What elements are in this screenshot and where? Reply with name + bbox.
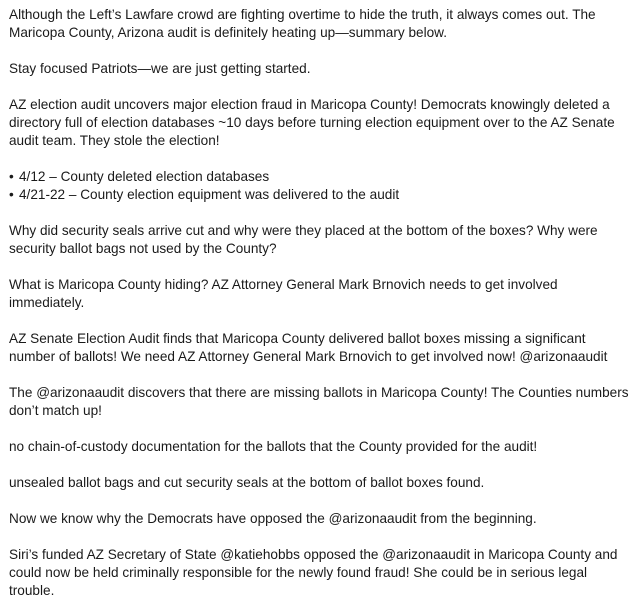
paragraph-unsealed-bags: unsealed ballot bags and cut security seals at the bottom of ballot boxes found.	[9, 475, 485, 490]
paragraph-secretary-of-state: Siri’s funded AZ Secretary of State @katiehobbs opposed the @arizonaaudit in Maricopa County and could now be held criminally responsible for the newly found fraud! She could be in serious legal trouble.	[9, 547, 618, 598]
bullet-icon: •	[9, 187, 14, 202]
paragraph-missing-ballots: AZ Senate Election Audit finds that Maricopa County delivered ballot boxes missing a significant number of ballots! We need AZ Attorney General Mark Brnovich to get involved now! @arizonaaudit	[9, 331, 608, 364]
paragraph-hiding: What is Maricopa County hiding? AZ Attorney General Mark Brnovich needs to get involved immediately.	[9, 277, 558, 310]
timeline-list	[9, 168, 631, 204]
bullet-icon: •	[9, 169, 14, 184]
paragraph-opposed: Now we know why the Democrats have opposed the @arizonaaudit from the beginning.	[9, 511, 537, 526]
document-body	[9, 6, 631, 600]
list-item	[9, 186, 631, 204]
paragraph-stay-focused: Stay focused Patriots—we are just getting started.	[9, 61, 311, 76]
paragraph-numbers-mismatch: The @arizonaaudit discovers that there are missing ballots in Maricopa County! The Counties numbers don’t match up!	[9, 385, 629, 418]
paragraph-chain-of-custody: no chain-of-custody documentation for the ballots that the County provided for the audit!	[9, 439, 538, 454]
paragraph-intro: Although the Left’s Lawfare crowd are fighting overtime to hide the truth, it always comes out. The Maricopa County, Arizona audit is definitely heating up—summary below.	[9, 7, 596, 40]
paragraph-security-seals: Why did security seals arrive cut and why were they placed at the bottom of the boxes? Why were security ballot bags not used by the County?	[9, 223, 598, 256]
paragraph-audit-uncovers: AZ election audit uncovers major election fraud in Maricopa County! Democrats knowingly deleted a directory full of election databases ~10 days before turning election equipment over to the AZ Senate audit team. They stole the election!	[9, 97, 615, 148]
list-item-text: 4/21-22 – County election equipment was delivered to the audit	[19, 187, 400, 202]
list-item-text: 4/12 – County deleted election databases	[19, 169, 270, 184]
list-item	[9, 168, 631, 186]
